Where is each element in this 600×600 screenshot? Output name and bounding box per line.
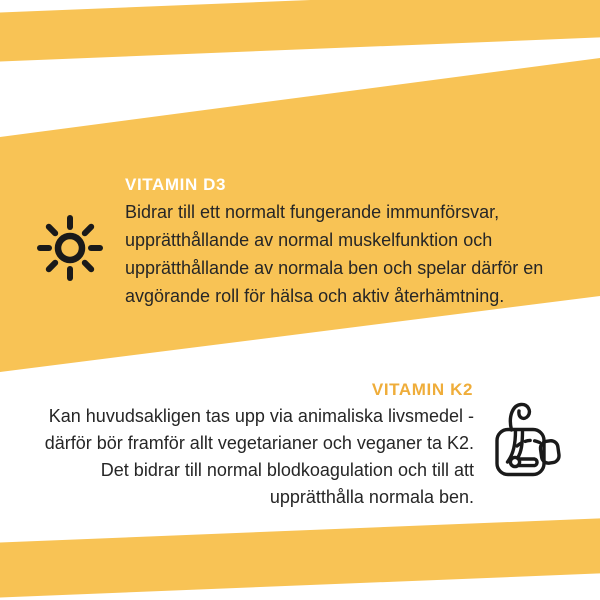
k2-text-line: därför bör framför allt vegetarianer och veganer ta K2.: [44, 433, 474, 453]
d3-text-line: upprätthållande av normal muskelfunktion och: [125, 230, 493, 250]
vitamin-k2-text: [18, 403, 474, 511]
d3-text-line: avgörande roll för hälsa och aktiv återhämtning.: [125, 286, 505, 306]
top-accent-band: [0, 0, 600, 62]
meat-cut-icon: [493, 402, 563, 480]
vitamin-d3-text: [125, 198, 543, 310]
k2-text-line: upprätthålla normala ben.: [269, 487, 474, 507]
vitamin-d3-heading: VITAMIN D3: [125, 175, 227, 194]
d3-text-line: upprätthållande av normala ben och spelar därför en: [125, 258, 544, 278]
k2-text-line: Kan huvudsakligen tas upp via animaliska livsmedel -: [48, 406, 474, 426]
k2-text-line: Det bidrar till normal blodkoagulation och till att: [100, 460, 474, 480]
bottom-accent-band: [0, 517, 600, 599]
vitamin-k2-heading: VITAMIN K2: [371, 380, 473, 399]
sun-icon: [36, 214, 104, 282]
d3-text-line: Bidrar till ett normalt fungerande immunförsvar,: [125, 202, 500, 222]
